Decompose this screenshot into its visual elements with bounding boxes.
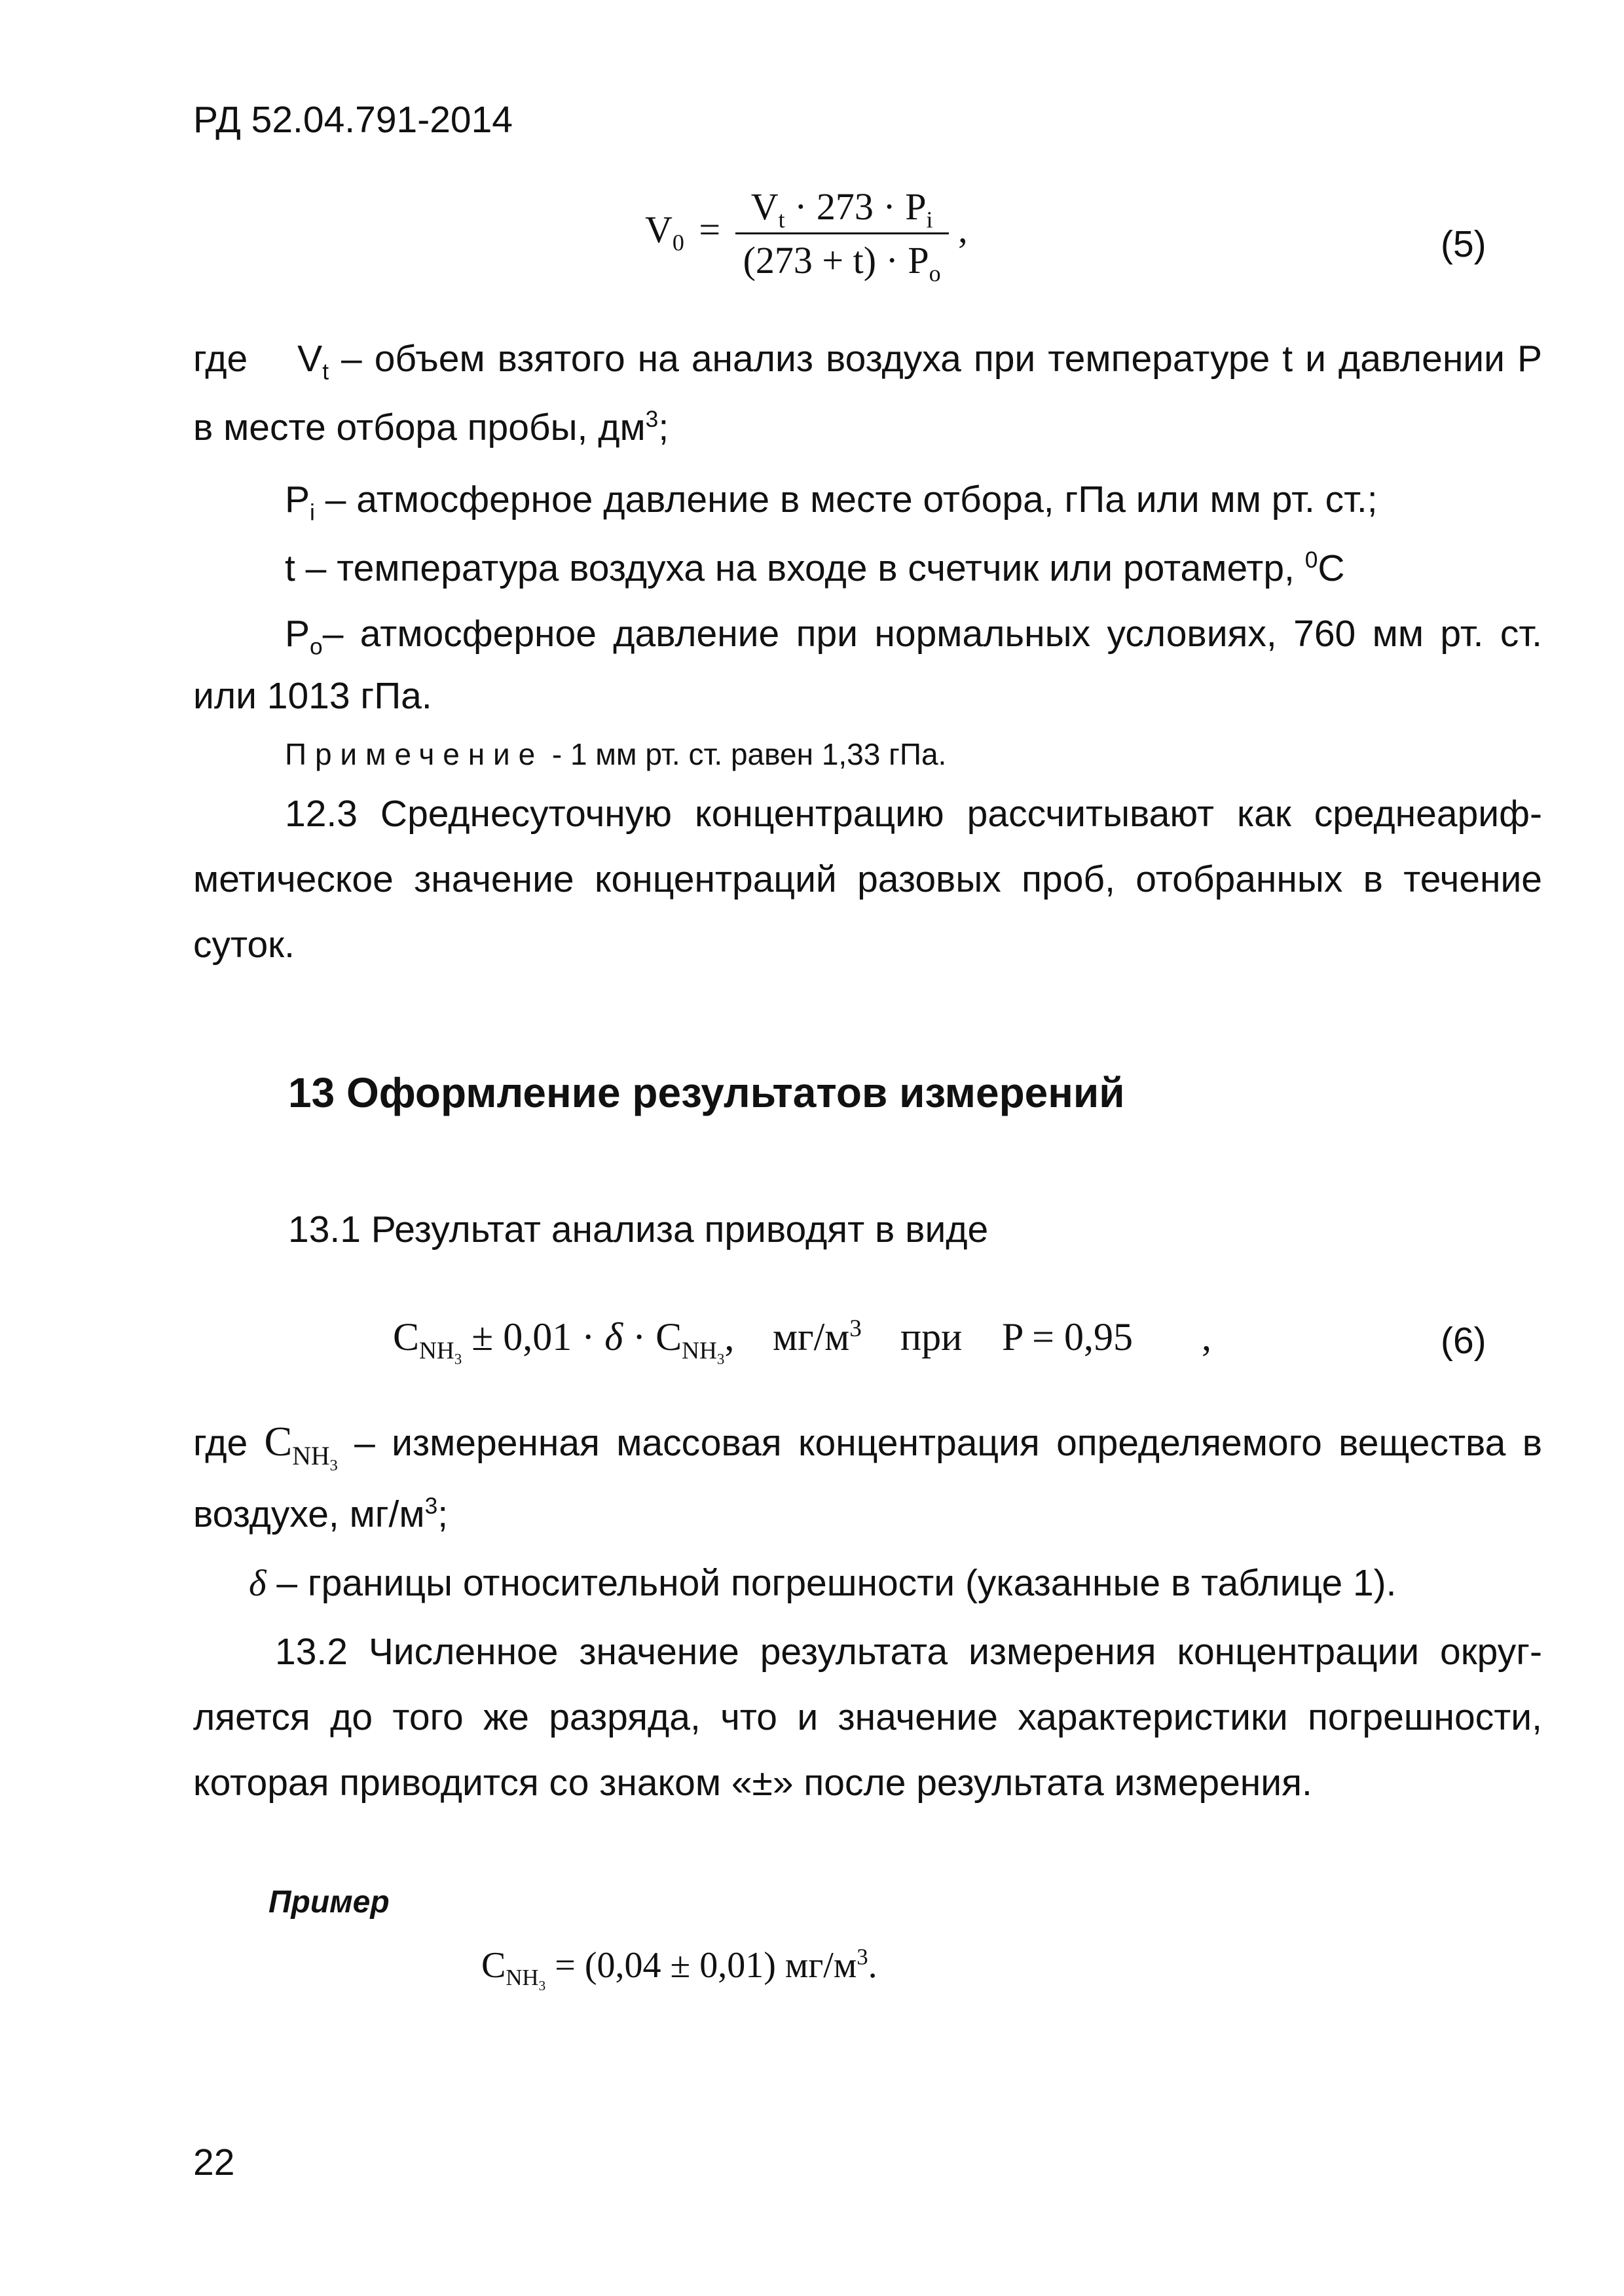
paragraph-13-1: 13.1 Результат анализа приводят в виде xyxy=(288,1209,989,1250)
legend-delta: δ – границы относительной погрешности (указанные в таблице 1). xyxy=(249,1562,1397,1604)
formula-5-fraction xyxy=(735,185,949,287)
legend-vt-line2: в месте отбора пробы, $дм^3$; xyxy=(193,407,669,448)
delta-symbol: δ xyxy=(249,1563,267,1604)
formula-6-unit: $мг/м^3$ xyxy=(773,1315,862,1358)
legend-c-line2: воздухе, $мг/м^3$; xyxy=(193,1493,449,1535)
paragraph-13-2-line1: 13.2 Численное значение результата измерения концентрации округ- xyxy=(275,1631,1542,1673)
delta-symbol: δ xyxy=(604,1315,623,1358)
page-number: 22 xyxy=(193,2141,235,2183)
paragraph-12-3-line1: 12.3 Среднесуточную концентрацию рассчитывают как среднеариф- xyxy=(285,793,1542,835)
note-label: Примечение xyxy=(285,737,544,771)
formula-5-equals: = xyxy=(699,208,721,251)
formula-5 xyxy=(645,185,968,287)
paragraph-13-2-line2: ляется до того же разряда, что и значение характеристики погрешности, xyxy=(193,1696,1542,1738)
document-number: РД 52.04.791-2014 xyxy=(193,99,513,141)
legend-pi: $P_i$ – атмосферное давление в месте отбора, гПа или мм рт. ст.; xyxy=(285,479,1378,526)
legend-t: t – температура воздуха на входе в счетчик или ротаметр, $^0$С xyxy=(285,547,1345,589)
section-13-heading: 13 Оформление результатов измерений xyxy=(288,1069,1125,1116)
legend-po-line1: $P_o-$ атмосферное давление при нормальных условиях, 760 мм рт. ст. xyxy=(285,613,1542,660)
example-label: Пример xyxy=(268,1885,390,1920)
formula-5-lhs: $V_0$ xyxy=(645,208,684,256)
paragraph-13-2-line3: которая приводится со знаком «±» после результата измерения. xyxy=(193,1762,1312,1804)
note xyxy=(285,737,946,772)
formula-5-numerator: $V_t \cdot 273 \cdot P_i$ xyxy=(735,185,949,234)
legend-c-line1: где $C_{NH_3}$ – измеренная массовая концентрация определяемого вещества в xyxy=(193,1418,1542,1474)
formula-6-at: при xyxy=(900,1315,963,1358)
legend-po-line2: или 1013 гПа. xyxy=(193,675,432,717)
formula-6-trailing-comma: , xyxy=(1202,1315,1211,1358)
formula-6-probability: P = 0,95 xyxy=(1002,1315,1133,1358)
legend-vt-line1: где $V_t$ – объем взятого на анализ воздуха при температуре t и давлении P xyxy=(193,338,1542,385)
note-text: - 1 мм рт. ст. равен 1,33 гПа. xyxy=(544,737,947,771)
formula-6: $C_{NH_3} \pm 0,01 \cdot \delta \cdot C_{NH_3}$, xyxy=(393,1315,735,1368)
formula-6-number: (6) xyxy=(1441,1320,1486,1362)
paragraph-12-3-line2: метическое значение концентраций разовых проб, отобранных в течение xyxy=(193,858,1542,900)
example-formula: $C_{NH_3} = (0,04 \pm 0,01)$ $мг/м^3$. xyxy=(481,1944,877,1994)
formula-5-number: (5) xyxy=(1441,223,1486,265)
formula-5-trailing-comma: , xyxy=(958,208,968,251)
formula-5-denominator: $(273 + t) \cdot P_o$ xyxy=(743,239,941,287)
paragraph-12-3-line3: суток. xyxy=(193,924,295,966)
